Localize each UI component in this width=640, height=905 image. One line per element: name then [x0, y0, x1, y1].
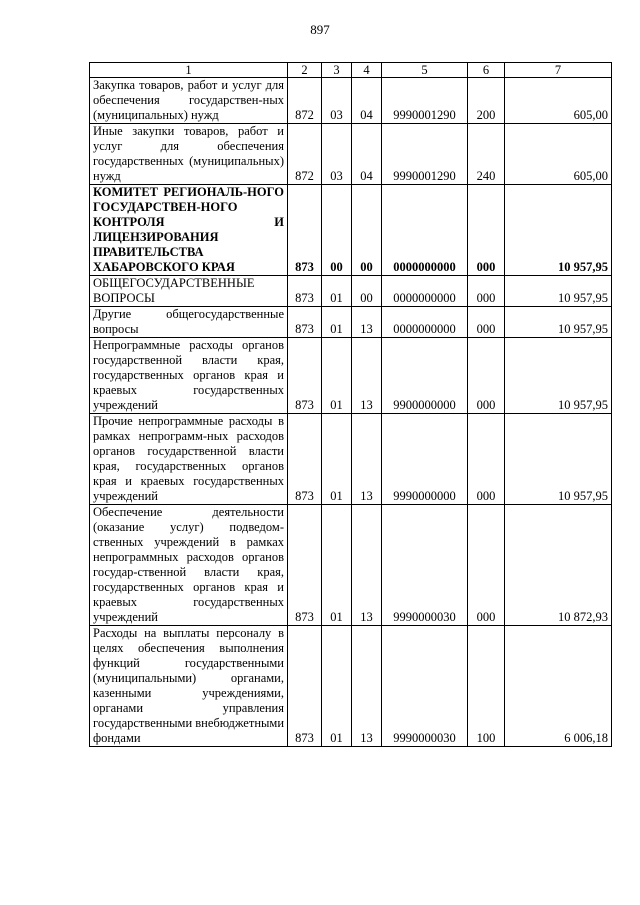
row-section-cell: 01 — [322, 626, 352, 747]
column-header: 3 — [322, 63, 352, 78]
row-name-cell: Расходы на выплаты персоналу в целях обеспечения выполнения функций государственными (муниципальными) органами, казенными учреждениями, органами управления государственными внебюджетными фондами — [90, 626, 288, 747]
row-section-cell: 01 — [322, 276, 352, 307]
row-subsection-cell: 13 — [352, 338, 382, 414]
row-section-cell: 01 — [322, 338, 352, 414]
row-amount-cell: 605,00 — [505, 124, 612, 185]
row-target-article-cell: 9990001290 — [382, 124, 468, 185]
row-target-article-cell: 9990000000 — [382, 414, 468, 505]
row-subsection-cell: 00 — [352, 185, 382, 276]
row-code-cell: 872 — [288, 78, 322, 124]
column-header: 2 — [288, 63, 322, 78]
row-amount-cell: 605,00 — [505, 78, 612, 124]
row-name-cell: Прочие непрограммные расходы в рамках непрограмм-ных расходов органов государственной власти края, государственных органов края и краевых государственных учреждений — [90, 414, 288, 505]
row-subsection-cell: 04 — [352, 78, 382, 124]
column-header: 4 — [352, 63, 382, 78]
row-expense-type-cell: 200 — [468, 78, 505, 124]
column-header: 5 — [382, 63, 468, 78]
row-code-cell: 873 — [288, 338, 322, 414]
table-row — [90, 414, 612, 505]
row-section-cell: 01 — [322, 414, 352, 505]
column-header: 1 — [90, 63, 288, 78]
budget-table — [89, 62, 612, 747]
row-code-cell: 873 — [288, 414, 322, 505]
table-row — [90, 338, 612, 414]
table-row — [90, 124, 612, 185]
row-name-cell: Другие общегосударственные вопросы — [90, 307, 288, 338]
row-section-cell: 03 — [322, 124, 352, 185]
row-name-cell: Обеспечение деятельности (оказание услуг) подведом-ственных учреждений в рамках непрограммных расходов органов государ-ственной власти края, государственных органов края и краевых государственных учреждений — [90, 505, 288, 626]
row-section-cell: 03 — [322, 78, 352, 124]
row-target-article-cell: 9900000000 — [382, 338, 468, 414]
row-expense-type-cell: 000 — [468, 276, 505, 307]
row-subsection-cell: 00 — [352, 276, 382, 307]
row-expense-type-cell: 100 — [468, 626, 505, 747]
table-row — [90, 185, 612, 276]
row-name-cell: Закупка товаров, работ и услуг для обеспечения государствен-ных (муниципальных) нужд — [90, 78, 288, 124]
row-amount-cell: 10 957,95 — [505, 185, 612, 276]
row-name-cell: ОБЩЕГОСУДАРСТВЕННЫЕ ВОПРОСЫ — [90, 276, 288, 307]
row-expense-type-cell: 000 — [468, 414, 505, 505]
row-expense-type-cell: 000 — [468, 307, 505, 338]
row-amount-cell: 6 006,18 — [505, 626, 612, 747]
row-amount-cell: 10 872,93 — [505, 505, 612, 626]
row-target-article-cell: 0000000000 — [382, 307, 468, 338]
row-subsection-cell: 04 — [352, 124, 382, 185]
table-row — [90, 307, 612, 338]
row-subsection-cell: 13 — [352, 505, 382, 626]
row-target-article-cell: 0000000000 — [382, 185, 468, 276]
table-row — [90, 276, 612, 307]
row-subsection-cell: 13 — [352, 414, 382, 505]
row-expense-type-cell: 000 — [468, 185, 505, 276]
row-code-cell: 873 — [288, 276, 322, 307]
page-number: 897 — [310, 22, 330, 37]
row-target-article-cell: 9990000030 — [382, 626, 468, 747]
row-section-cell: 00 — [322, 185, 352, 276]
row-target-article-cell: 9990001290 — [382, 78, 468, 124]
table-row — [90, 505, 612, 626]
table-row — [90, 78, 612, 124]
row-amount-cell: 10 957,95 — [505, 338, 612, 414]
row-section-cell: 01 — [322, 505, 352, 626]
table-row — [90, 626, 612, 747]
row-amount-cell: 10 957,95 — [505, 307, 612, 338]
row-expense-type-cell: 000 — [468, 505, 505, 626]
row-subsection-cell: 13 — [352, 626, 382, 747]
row-code-cell: 873 — [288, 307, 322, 338]
row-target-article-cell: 0000000000 — [382, 276, 468, 307]
row-expense-type-cell: 240 — [468, 124, 505, 185]
row-amount-cell: 10 957,95 — [505, 414, 612, 505]
column-header: 6 — [468, 63, 505, 78]
row-subsection-cell: 13 — [352, 307, 382, 338]
row-code-cell: 873 — [288, 626, 322, 747]
row-section-cell: 01 — [322, 307, 352, 338]
row-name-cell: Непрограммные расходы органов государственной власти края, государственных органов края и краевых государственных учреждений — [90, 338, 288, 414]
row-code-cell: 872 — [288, 124, 322, 185]
row-code-cell: 873 — [288, 505, 322, 626]
row-code-cell: 873 — [288, 185, 322, 276]
row-name-cell: КОМИТЕТ РЕГИОНАЛЬ-НОГО ГОСУДАРСТВЕН-НОГО КОНТРОЛЯ И ЛИЦЕНЗИРОВАНИЯ ПРАВИТЕЛЬСТВА ХАБАРОВСКОГО КРАЯ — [90, 185, 288, 276]
row-amount-cell: 10 957,95 — [505, 276, 612, 307]
row-name-cell: Иные закупки товаров, работ и услуг для обеспечения государственных (муниципальных) нужд — [90, 124, 288, 185]
row-target-article-cell: 9990000030 — [382, 505, 468, 626]
table-header-row — [90, 63, 612, 78]
row-expense-type-cell: 000 — [468, 338, 505, 414]
column-header: 7 — [505, 63, 612, 78]
